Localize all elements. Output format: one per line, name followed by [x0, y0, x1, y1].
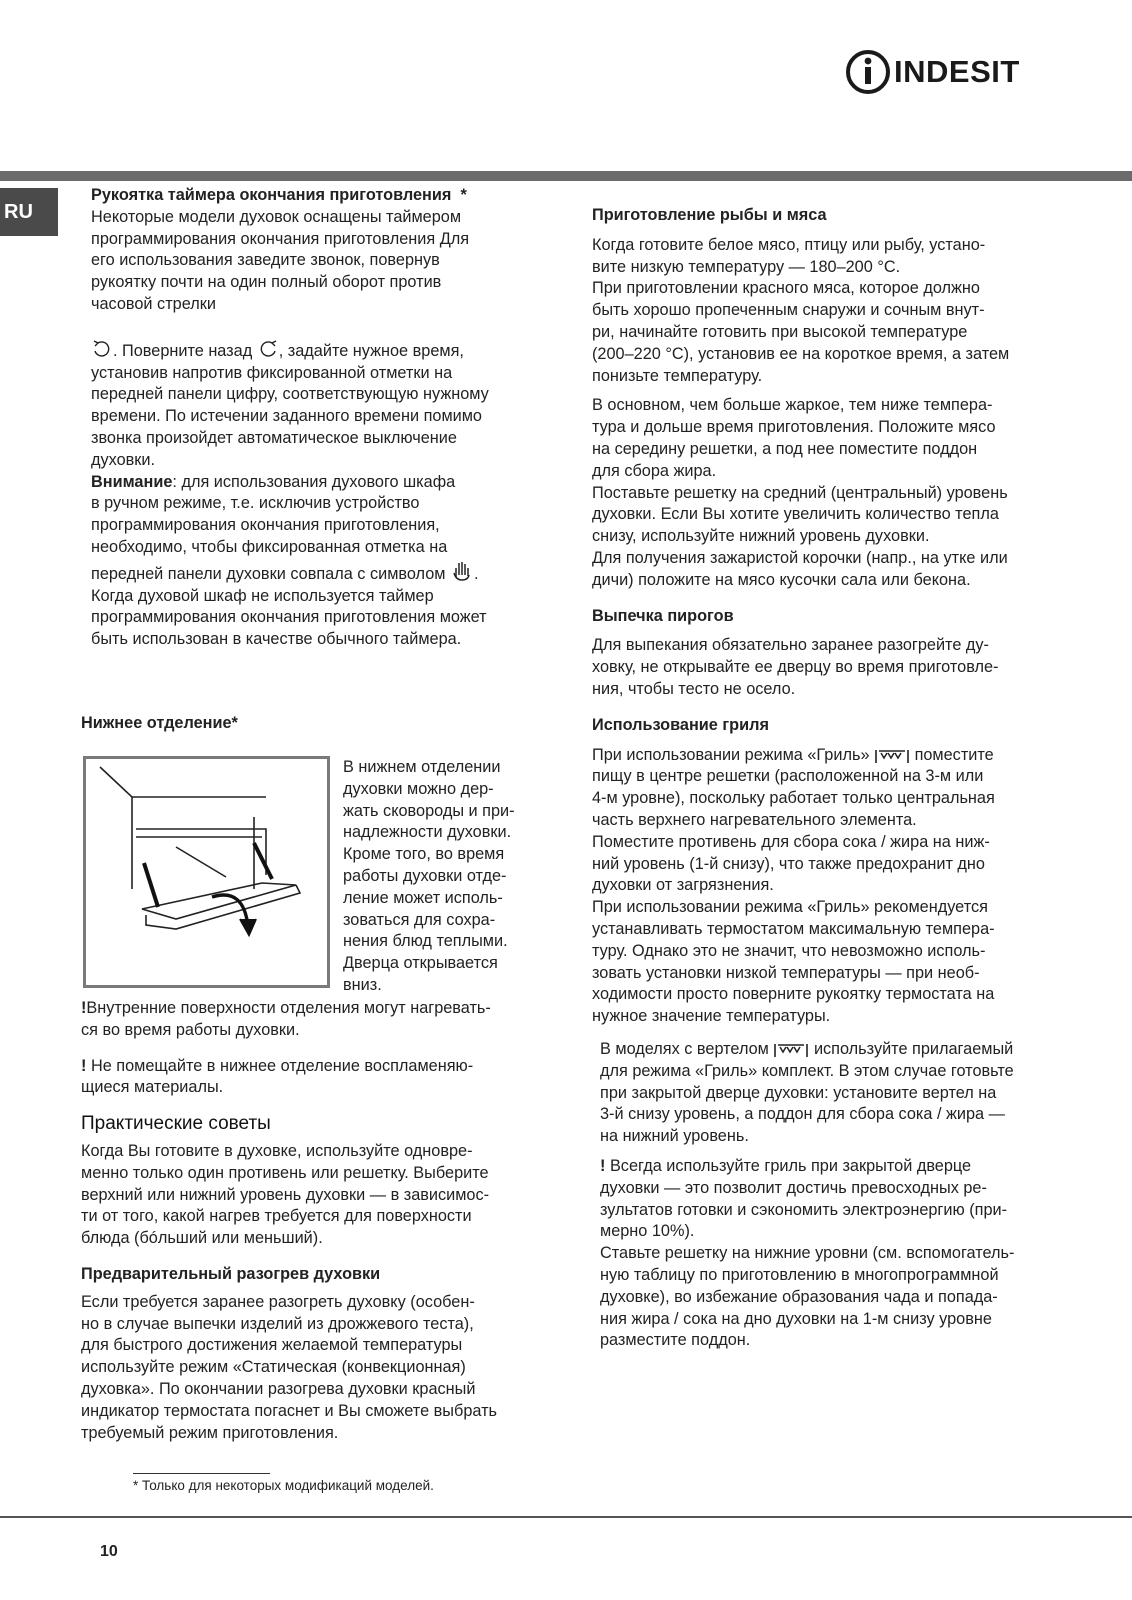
- fish-line: тура и дольше время приготовления. Положите мясо: [592, 418, 996, 437]
- tips-title: Практические советы: [81, 1113, 271, 1135]
- timer2-line: передней панели цифру, соответствующую нужному: [91, 385, 489, 404]
- warning-line: ! Не помещайте в нижнее отделение воспламеняю-: [81, 1056, 474, 1075]
- timer-section: [91, 185, 531, 651]
- timer2-first-line: . Поверните назад , задайте нужное время,: [91, 338, 531, 363]
- timer-line: Некоторые модели духовок оснащены таймером: [91, 207, 462, 226]
- grill-icon: [874, 748, 910, 764]
- tips-line: менно только один противень или решетку. Выберите: [81, 1163, 489, 1182]
- warning-mark: !: [600, 1156, 606, 1175]
- attention-line: Когда духовой шкаф не используется таймер: [91, 586, 434, 605]
- grill-line: часть верхнего нагревательного элемента.: [592, 810, 917, 829]
- pies-line: ховку, не открывайте ее дверцу во время приготовле-: [592, 658, 999, 677]
- fish-line: ри, начинайте готовить при высокой температуре: [592, 322, 968, 341]
- grill-line: 4-м уровне), поскольку работает только центральная: [592, 789, 995, 808]
- fish-line: Для получения зажаристой корочки (напр., на утке или: [592, 548, 1008, 567]
- fish-line: для сбора жира.: [592, 461, 717, 480]
- attention-line: программирования окончания приготовления может: [91, 608, 487, 627]
- grill-line: туру. Однако это не значит, что невозможно исполь-: [592, 941, 986, 960]
- warning-line: !Внутренние поверхности отделения могут нагревать-: [81, 999, 491, 1017]
- lower-text-line: духовки можно дер-: [343, 779, 494, 798]
- always-line: духовке), во избежание образования чада и попада-: [600, 1287, 998, 1306]
- always-first-line: ! Всегда используйте гриль при закрытой дверце: [600, 1156, 972, 1175]
- fish-line: на середину решетки, а под нее поместите поддон: [592, 439, 978, 458]
- lower-text-line: надлежности духовки.: [343, 823, 512, 842]
- preheat-line: но в случае выпечки изделий из дрожжевого теста),: [81, 1314, 474, 1333]
- fish-line: Когда готовите белое мясо, птицу или рыбу, устано-: [592, 235, 986, 254]
- grill-line: Поместите противень для сбора сока / жира на ниж-: [592, 832, 990, 851]
- lower-text-line: ление может исполь-: [343, 888, 503, 907]
- preheat-line: Если требуется заранее разогреть духовку (особен-: [81, 1292, 475, 1311]
- fish-line: дичи) положите на мясо кусочки сала или бекона.: [592, 570, 971, 589]
- lower-text-line: Кроме того, во время: [343, 845, 505, 864]
- right-column-top: [592, 205, 1042, 1028]
- warning-line: щиеся материалы.: [81, 1078, 224, 1097]
- timer-line: программирования окончания приготовления Для: [91, 229, 470, 248]
- always-line: Ставьте решетку на нижние уровни (см. вспомогатель-: [600, 1244, 1015, 1263]
- grill-line: пищу в центре решетки (расположенной на 3-м или: [592, 767, 984, 786]
- pies-line: Для выпекания обязательно заранее разогрейте ду-: [592, 636, 989, 655]
- preheat-line: индикатор термостата погаснет и Вы сможете выбрать: [81, 1401, 498, 1420]
- warning-mark: !: [81, 999, 87, 1017]
- lower-compartment-text: [343, 757, 525, 997]
- oven-compartment-illustration: [83, 756, 330, 988]
- footnote-rule: [133, 1473, 270, 1474]
- warning-line: ся во время работы духовки.: [81, 1020, 300, 1039]
- attention-label: Внимание: [91, 472, 173, 491]
- spit-first-line: В моделях с вертелом используйте прилагаемый: [600, 1040, 1014, 1058]
- language-tab: RU: [0, 188, 58, 236]
- page-number: 10: [100, 1543, 118, 1560]
- warning-mark: !: [81, 1056, 87, 1075]
- fish-line: снизу, используйте нижний уровень духовки.: [592, 527, 930, 546]
- preheat-line: для быстрого достижения желаемой температуры: [81, 1336, 463, 1355]
- timer-title: Рукоятка таймера окончания приготовления *: [91, 186, 467, 204]
- fish-line: понизьте температуру.: [592, 366, 763, 385]
- spit-grill-icon: [773, 1042, 809, 1058]
- lower-text-line: нения блюд теплыми.: [343, 932, 508, 951]
- lower-compartment-title: Нижнее отделение*: [81, 714, 238, 732]
- fish-meat-title: Приготовление рыбы и мяса: [592, 206, 827, 224]
- spit-line: при закрытой дверце духовки: установите вертел на: [600, 1083, 997, 1102]
- preheat-line: духовка». По окончании разогрева духовки красный: [81, 1379, 476, 1398]
- attention-line: быть использован в качестве обычного таймера.: [91, 630, 462, 649]
- fish-line: духовки. Если Вы хотите увеличить количество тепла: [592, 505, 999, 524]
- always-line: ную таблицу по приготовлению в многопрограммной: [600, 1265, 999, 1284]
- timer2-line: времени. По истечении заданного времени помимо: [91, 407, 482, 426]
- tips-line: блюда (бóльший или меньший).: [81, 1229, 323, 1248]
- tips-line: верхний или нижний уровень духовки — в зависимос-: [81, 1185, 490, 1204]
- fish-line: быть хорошо пропеченным снаружи и сочным внут-: [592, 301, 985, 320]
- grill-line: духовки от загрязнения.: [592, 876, 774, 895]
- rotate-cw-icon: [257, 338, 279, 360]
- lower-text-line: работы духовки отде-: [343, 866, 507, 885]
- grill-title: Использование гриля: [592, 715, 769, 734]
- right-column-bottom: [600, 1039, 1050, 1352]
- tips-line: Когда Вы готовите в духовке, используйте одновре-: [81, 1141, 473, 1160]
- grill-first-line: При использовании режима «Гриль» поместите: [592, 745, 994, 764]
- fish-line: При приготовлении красного мяса, которое должно: [592, 279, 980, 298]
- lower-text-line: вниз.: [343, 975, 382, 994]
- rotate-ccw-icon: [91, 338, 113, 360]
- timer-line: рукоятку почти на один полный оборот против: [91, 273, 442, 292]
- attention-symbol-line: передней панели духовки совпала с символом .: [91, 559, 531, 586]
- fish-line: В основном, чем больше жаркое, тем ниже темпера-: [592, 396, 993, 415]
- always-line: мерно 10%).: [600, 1222, 695, 1241]
- warnings-and-tips: [81, 998, 531, 1444]
- attention-line: в ручном режиме, т.е. исключив устройство: [91, 494, 420, 513]
- manual-hand-icon: [450, 559, 474, 583]
- attention-line: программирования окончания приготовления,: [91, 516, 440, 535]
- footer-rule: [0, 1516, 1132, 1518]
- brand-name: INDESIT: [894, 54, 1020, 89]
- indesit-logo: [844, 48, 1034, 98]
- fish-line: вите низкую температуру — 180–200 °C.: [592, 257, 901, 276]
- fish-line: (200–220 °C), установив ее на короткое время, а затем: [592, 344, 1010, 363]
- grill-line: ходимости просто поверните рукоятку термостата на: [592, 985, 995, 1004]
- spit-line: 3-й снизу уровень, а поддон для сбора сока / жира —: [600, 1105, 1005, 1124]
- timer-title-star: *: [460, 186, 467, 204]
- pies-title: Выпечка пирогов: [592, 606, 734, 625]
- oven-drawer-drawing: [86, 759, 327, 985]
- lower-text-line: В нижнем отделении: [343, 758, 501, 776]
- preheat-line: требуемый режим приготовления.: [81, 1423, 339, 1442]
- tips-line: ти от того, какой нагрев требуется для поверхности: [81, 1207, 472, 1226]
- footnote: * Только для некоторых модификаций моделей.: [133, 1478, 434, 1493]
- always-line: разместите поддон.: [600, 1331, 751, 1350]
- lower-text-line: зоваться для сохра-: [343, 910, 496, 929]
- grill-line: устанавливать термостатом максимальную темпера-: [592, 919, 995, 938]
- spit-line: на нижний уровень.: [600, 1127, 749, 1146]
- always-line: ния жира / сока на дно духовки на 1-м снизу уровне: [600, 1309, 992, 1328]
- grill-line: ний уровень (1-й снизу), что также предохранит дно: [592, 854, 985, 873]
- lower-text-line: жать сковороды и при-: [343, 801, 515, 820]
- grill-line: зовать установки низкой температуры — при необ-: [592, 963, 980, 982]
- preheat-line: используйте режим «Статическая (конвекционная): [81, 1358, 466, 1377]
- pies-line: ния, чтобы тесто не осело.: [592, 679, 796, 698]
- timer2-line: звонка произойдет автоматическое выключение: [91, 428, 457, 447]
- spit-line: для режима «Гриль» комплект. В этом случае готовьте: [600, 1061, 1014, 1080]
- preheat-title: Предварительный разогрев духовки: [81, 1264, 381, 1283]
- timer-line: часовой стрелки: [91, 294, 216, 313]
- timer2-line: духовки.: [91, 450, 156, 469]
- grill-line: нужное значение температуры.: [592, 1007, 831, 1026]
- indesit-logo-icon: [844, 48, 892, 96]
- always-line: зультатов готовки и сэкономить электроэнергию (при-: [600, 1200, 1008, 1219]
- attention-line: необходимо, чтобы фиксированная отметка на: [91, 537, 448, 556]
- timer-line: его использования заведите звонок, повернув: [91, 251, 440, 270]
- lower-text-line: Дверца открывается: [343, 954, 498, 973]
- timer2-line: установив напротив фиксированной отметки на: [91, 363, 453, 382]
- fish-line: Поставьте решетку на средний (центральный) уровень: [592, 483, 1008, 502]
- header-bar: [0, 171, 1132, 181]
- attention-first-line: Внимание: для использования духового шкафа: [91, 472, 456, 491]
- lower-compartment-section: [81, 713, 521, 735]
- grill-line: При использовании режима «Гриль» рекомендуется: [592, 898, 988, 917]
- always-line: духовки — это позволит достичь превосходных ре-: [600, 1178, 987, 1197]
